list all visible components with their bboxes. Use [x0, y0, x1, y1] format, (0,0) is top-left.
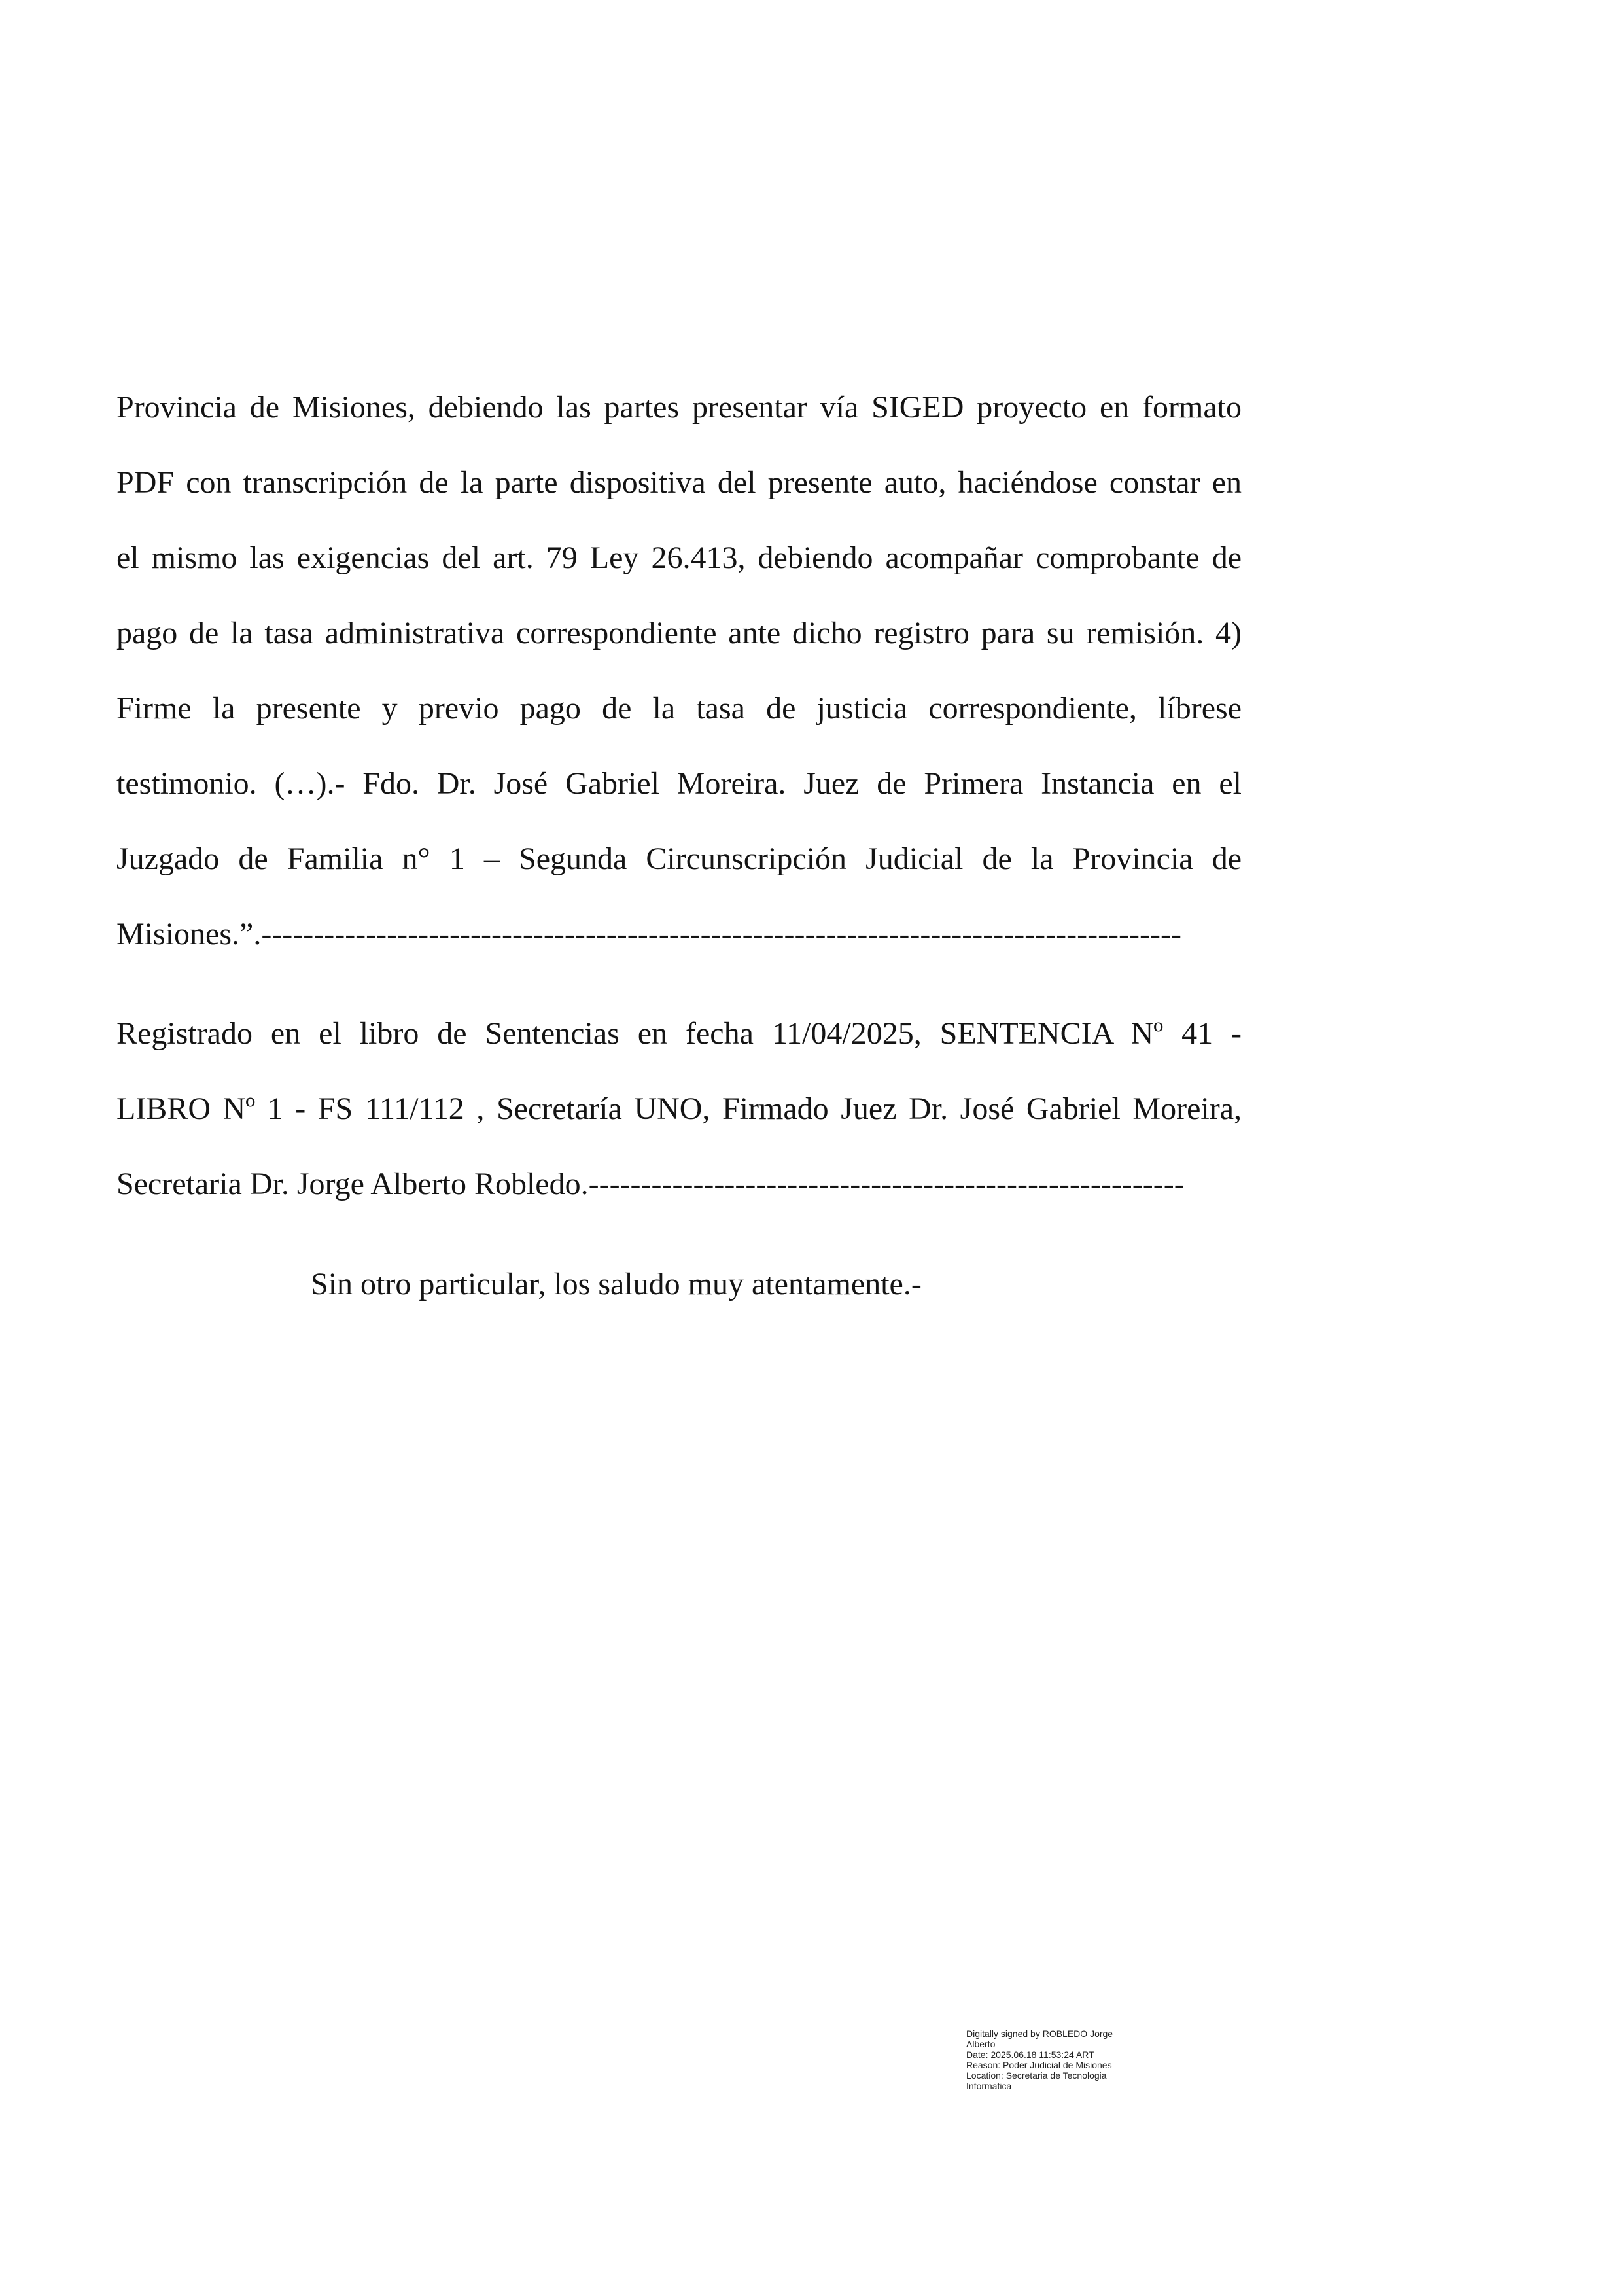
- text-line: PDF con transcripción de la parte dispositiva del presente auto, haciéndose constar en: [116, 465, 1242, 500]
- paragraph-resolution-transcript: [116, 370, 1242, 972]
- text-line: Juzgado de Familia n° 1 – Segunda Circunscripción Judicial de la Provincia de: [116, 841, 1242, 876]
- text-line: testimonio. (…).- Fdo. Dr. José Gabriel Moreira. Juez de Primera Instancia en el: [116, 766, 1242, 801]
- paragraph-registration: [116, 996, 1242, 1222]
- digital-signature-stamp: [966, 2028, 1202, 2091]
- text-line: Registrado en el libro de Sentencias en fecha 11/04/2025, SENTENCIA Nº 41 -: [116, 1016, 1242, 1051]
- signature-line: Informatica: [966, 2081, 1012, 2091]
- text-line: LIBRO Nº 1 - FS 111/112 , Secretaría UNO, Firmado Juez Dr. José Gabriel Moreira,: [116, 1091, 1242, 1126]
- text-line: Misiones.”.----------------------------------------------------------------------------------------: [116, 917, 1181, 951]
- text-line: el mismo las exigencias del art. 79 Ley 26.413, debiendo acompañar comprobante de: [116, 540, 1242, 575]
- closing-salutation: Sin otro particular, los saludo muy atentamente.-: [311, 1267, 922, 1301]
- signature-line: Reason: Poder Judicial de Misiones: [966, 2060, 1112, 2070]
- text-line: pago de la tasa administrativa correspondiente ante dicho registro para su remisión. 4): [116, 616, 1242, 650]
- signature-line: Date: 2025.06.18 11:53:24 ART: [966, 2049, 1094, 2060]
- signature-line: Digitally signed by ROBLEDO Jorge: [966, 2028, 1113, 2039]
- text-line: Secretaria Dr. Jorge Alberto Robledo.---------------------------------------------------------: [116, 1167, 1185, 1201]
- text-line: Provincia de Misiones, debiendo las partes presentar vía SIGED proyecto en formato: [116, 390, 1242, 425]
- signature-line: Alberto: [966, 2039, 996, 2049]
- signature-line: Location: Secretaria de Tecnologia: [966, 2070, 1107, 2081]
- text-line: Firme la presente y previo pago de la tasa de justicia correspondiente, líbrese: [116, 691, 1242, 726]
